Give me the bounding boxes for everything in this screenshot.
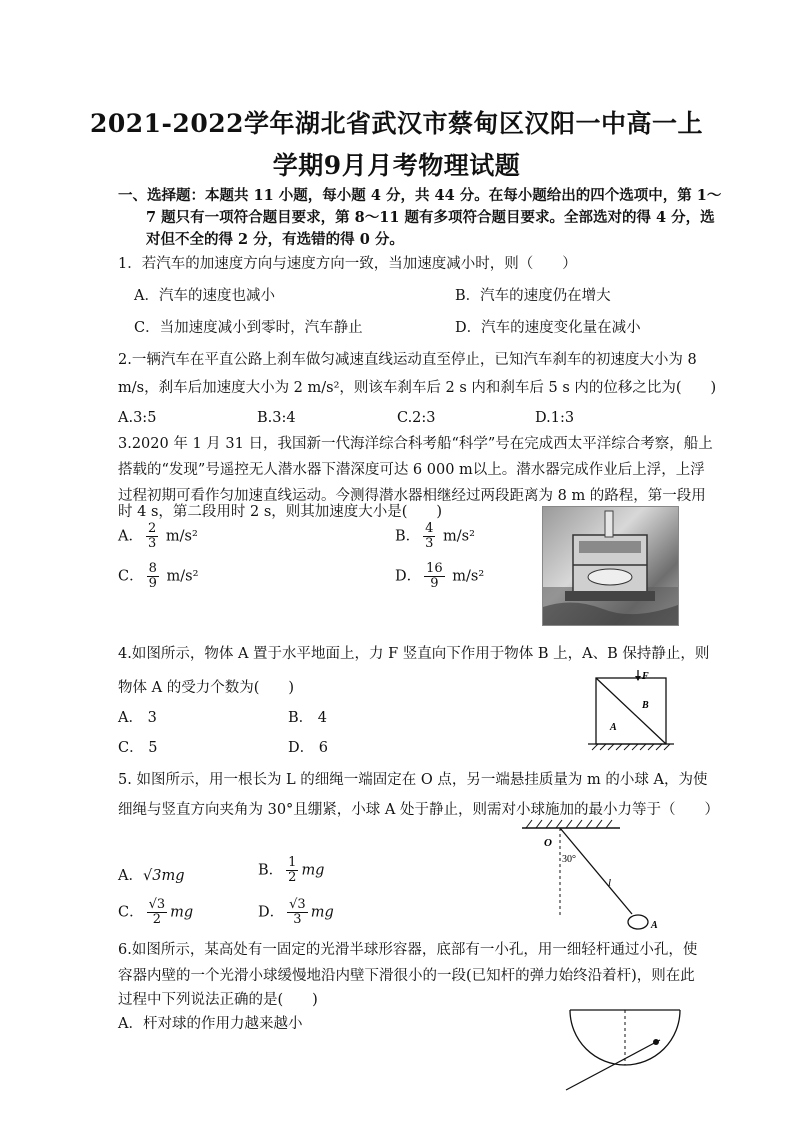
section-instructions-line1: 一、选择题：本题共 11 小题，每小题 4 分，共 44 分。在每小题给出的四个选项中，第 1～ — [118, 187, 722, 204]
q4-stem-line2: 物体 A 的受力个数为( ) — [118, 680, 295, 696]
submersible-photo — [542, 506, 679, 626]
q5-label-l: l — [608, 877, 612, 889]
q5-label-angle: 30° — [562, 854, 576, 865]
q2-option-d: D.1:3 — [535, 410, 575, 426]
q4-label-f: F — [642, 671, 649, 682]
q1-option-b: B．汽车的速度仍在增大 — [455, 288, 611, 304]
q4-stem-line1: 4.如图所示，物体 A 置于水平地面上，力 F 竖直向下作用于物体 B 上，A、B 保持静止，则 — [118, 646, 710, 662]
q5-option-a: A．√3mg — [118, 868, 185, 884]
q5-label-o: O — [544, 837, 552, 849]
q5-label-a: A — [651, 920, 658, 930]
q2-option-b: B.3:4 — [257, 410, 296, 426]
q6-bowl-diagram — [560, 1004, 685, 1096]
q3-stem-line4: 时 4 s，第二段用时 2 s，则其加速度大小是( ) — [118, 504, 443, 520]
q1-option-c: C．当加速度减小到零时，汽车静止 — [134, 320, 363, 336]
q3-option-d: D． $\frac{16}{9}$ m/s² — [395, 561, 485, 591]
section-instructions-line2: 7 题只有一项符合题目要求，第 8～11 题有多项符合题目要求。全部选对的得 4 分，选 — [146, 209, 715, 226]
submersible-illustration — [543, 507, 678, 625]
q4-option-b: B． 4 — [288, 710, 327, 726]
q5-option-b: B． $\frac{1}{2}$ mg — [258, 855, 325, 885]
q4-option-c: C． 5 — [118, 740, 158, 756]
q5-stem-line2: 细绳与竖直方向夹角为 30°且绷紧，小球 A 处于静止，则需对小球施加的最小力等于（ ） — [118, 802, 719, 818]
q3-stem-line2: 搭载的“发现”号遥控无人潜水器下潜深度可达 6 000 m以上。潜水器完成作业后上浮，上浮 — [118, 462, 705, 478]
q5-pendulum-diagram — [520, 818, 670, 930]
q4-option-a: A． 3 — [118, 710, 157, 726]
q2-stem-line1: 2.一辆汽车在平直公路上刹车做匀减速直线运动直至停止，已知汽车刹车的初速度大小为 8 — [118, 352, 697, 368]
q5-option-d: D． $\frac{√3}{3}$ mg — [258, 897, 334, 927]
q3-stem-line1: 3.2020 年 1 月 31 日，我国新一代海洋综合科考船“科学”号在完成西太平洋综合考察，船上 — [118, 436, 713, 452]
q4-label-b: B — [642, 700, 649, 711]
q6-stem-line1: 6.如图所示，某高处有一固定的光滑半球形容器，底部有一小孔，用一细轻杆通过小孔，使 — [118, 942, 698, 958]
q3-option-a: A． $\frac{2}{3}$ m/s² — [118, 521, 198, 551]
q2-option-a: A.3:5 — [118, 410, 157, 426]
q2-stem-line2: m/s，刹车后加速度大小为 2 m/s²，则该车刹车后 2 s 内和刹车后 5 s 内的位移之比为( ) — [118, 380, 717, 396]
q4-block-diagram — [586, 670, 676, 754]
q5-option-c: C． $\frac{√3}{2}$ mg — [118, 897, 194, 927]
q2-option-c: C.2:3 — [397, 410, 436, 426]
q4-option-d: D． 6 — [288, 740, 328, 756]
page-title-line2: 学期9月月考物理试题 — [272, 151, 521, 180]
q6-option-a: A．杆对球的作用力越来越小 — [118, 1016, 303, 1032]
q4-label-a: A — [610, 722, 617, 733]
q3-stem-line3: 过程初期可看作匀加速直线运动。今测得潜水器相继经过两段距离为 8 m 的路程，第一段用 — [118, 488, 706, 504]
q1-option-a: A．汽车的速度也减小 — [134, 288, 275, 304]
q6-stem-line3: 过程中下列说法正确的是( ) — [118, 992, 318, 1008]
q5-stem-line1: 5. 如图所示，用一根长为 L 的细绳一端固定在 O 点，另一端悬挂质量为 m 的小球 A，为使 — [118, 772, 708, 788]
section-instructions-line3: 对但不全的得 2 分，有选错的得 0 分。 — [146, 231, 404, 248]
q3-option-c: C． $\frac{8}{9}$ m/s² — [118, 561, 199, 591]
q3-option-b: B． $\frac{4}{3}$ m/s² — [395, 521, 475, 551]
page-title-line1: 2021-2022学年湖北省武汉市蔡甸区汉阳一中高一上 — [89, 109, 704, 138]
q6-stem-line2: 容器内壁的一个光滑小球缓慢地沿内壁下滑很小的一段(已知杆的弹力始终沿着杆)，则在此 — [118, 968, 695, 984]
q1-stem: 1．若汽车的加速度方向与速度方向一致，当加速度减小时，则（ ） — [118, 256, 577, 272]
q1-option-d: D．汽车的速度变化量在减小 — [455, 320, 641, 336]
